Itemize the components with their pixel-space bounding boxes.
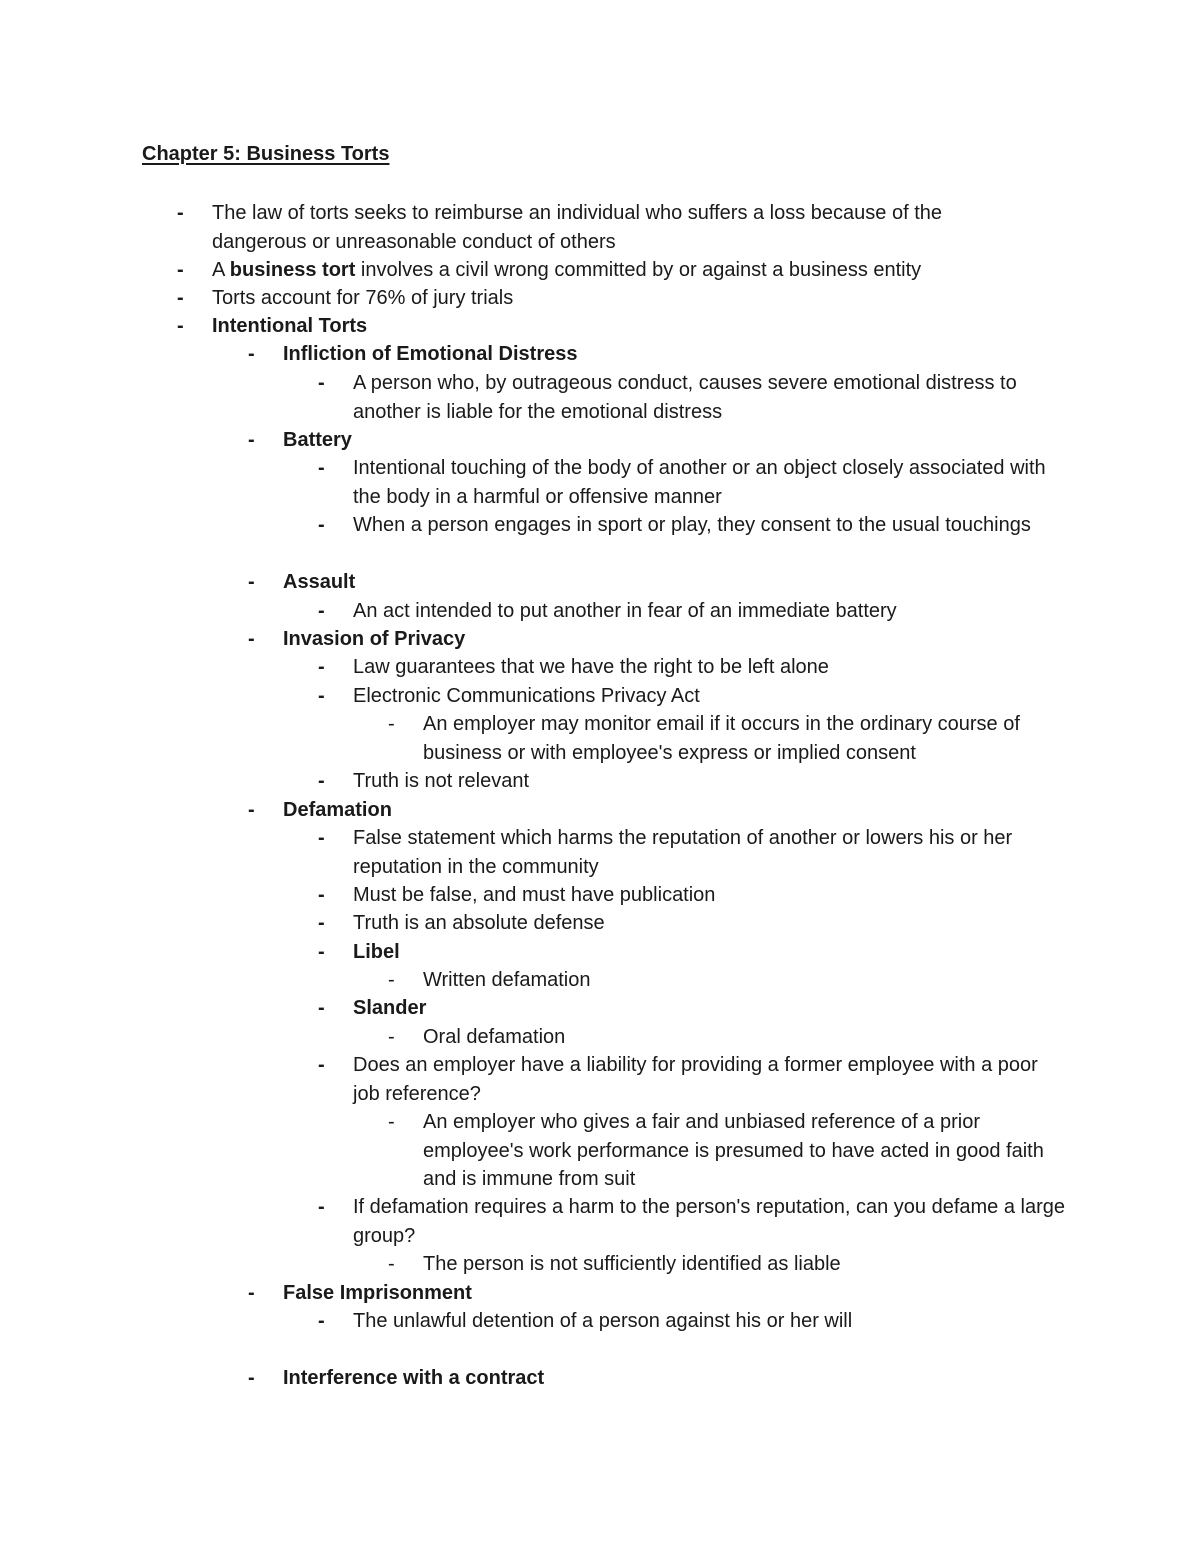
text-segment: Invasion of Privacy (283, 628, 466, 650)
list-item (318, 1307, 1065, 1336)
list-item-text (283, 628, 465, 650)
text-segment: Electronic Communications Privacy Act (353, 685, 700, 707)
list-item (177, 199, 1032, 256)
list-item (318, 369, 1065, 426)
bullet-dash: - (388, 969, 395, 991)
list-item-text (353, 1196, 1065, 1247)
text-segment: Defamation (283, 799, 392, 821)
text-segment: Battery (283, 429, 352, 451)
text-segment: Intentional touching of the body of another or an object closely associated with the body in a harmful or offensive manner (353, 457, 1046, 508)
list-item (248, 568, 1043, 597)
list-item-text (353, 685, 700, 707)
list-item-text (423, 1026, 565, 1048)
list-item (388, 1250, 1063, 1279)
list-item-text (283, 429, 352, 451)
list-item-text (423, 1111, 1044, 1190)
text-segment: A person who, by outrageous conduct, causes severe emotional distress to another is liable for the emotional distress (353, 372, 1017, 423)
page-title: Chapter 5: Business Torts (142, 143, 390, 165)
list-item (318, 909, 1065, 938)
list-item (318, 938, 1065, 967)
list-item (248, 625, 1043, 654)
bullet-dash: - (388, 1111, 395, 1133)
list-item-text (212, 202, 942, 253)
bullet-dash: - (318, 656, 325, 678)
text-segment: Assault (283, 571, 356, 593)
list-item (177, 256, 1032, 285)
text-segment: False Imprisonment (283, 1282, 472, 1304)
bullet-dash: - (248, 1367, 255, 1389)
bullet-dash: - (318, 884, 325, 906)
list-item-text (212, 259, 921, 281)
list-item (248, 1364, 1043, 1393)
list-item-text (353, 457, 1046, 508)
text-segment: When a person engages in sport or play, they consent to the usual touchings (353, 514, 1031, 536)
list-item (388, 1023, 1063, 1052)
list-item-text (423, 969, 591, 991)
list-item (318, 767, 1065, 796)
bullet-dash: - (318, 1054, 325, 1076)
text-segment: An employer who gives a fair and unbiased reference of a prior employee's work performance is presumed to have acted in good faith and is immune from suit (423, 1111, 1044, 1190)
bullet-dash: - (177, 259, 184, 281)
text-segment: An act intended to put another in fear of an immediate battery (353, 600, 897, 622)
bullet-dash: - (388, 713, 395, 735)
text-segment: Truth is not relevant (353, 770, 530, 792)
list-item-text (212, 287, 513, 309)
list-item (177, 312, 1032, 341)
bullet-dash: - (318, 827, 325, 849)
bullet-dash: - (318, 941, 325, 963)
text-segment: Slander (353, 997, 427, 1019)
bullet-dash: - (318, 372, 325, 394)
list-item (388, 710, 1063, 767)
list-item (318, 653, 1065, 682)
bullet-dash: - (318, 1196, 325, 1218)
list-item (177, 284, 1032, 313)
list-item (318, 597, 1065, 626)
bullet-dash: - (318, 912, 325, 934)
list-item (248, 796, 1043, 825)
text-segment: Does an employer have a liability for providing a former employee with a poor job reference? (353, 1054, 1038, 1105)
list-item-text (353, 827, 1012, 878)
list-item-text (283, 1367, 544, 1389)
text-segment: The person is not sufficiently identified as liable (423, 1253, 841, 1275)
text-segment: The unlawful detention of a person against his or her will (353, 1310, 853, 1332)
list-item-text (353, 1054, 1038, 1105)
list-item-text (283, 571, 355, 593)
list-item-text (353, 600, 897, 622)
bullet-dash: - (248, 1282, 255, 1304)
bullet-dash: - (177, 315, 184, 337)
list-item-text (353, 997, 426, 1019)
list-item-text (283, 343, 577, 365)
list-item (318, 454, 1065, 511)
bullet-dash: - (248, 343, 255, 365)
bullet-dash: - (177, 287, 184, 309)
list-item (318, 682, 1065, 711)
list-item (318, 994, 1065, 1023)
list-item-text (353, 912, 605, 934)
list-item-text (353, 514, 1031, 536)
list-item (318, 1193, 1066, 1250)
bullet-dash: - (318, 997, 325, 1019)
list-item-text (353, 941, 400, 963)
bullet-dash: - (318, 1310, 325, 1332)
bullet-dash: - (318, 600, 325, 622)
text-segment: Truth is an absolute defense (353, 912, 605, 934)
text-segment: Oral defamation (423, 1026, 566, 1048)
list-item (388, 1108, 1063, 1194)
bullet-dash: - (177, 202, 184, 224)
list-item (248, 1279, 1043, 1308)
bullet-dash: - (388, 1026, 395, 1048)
text-segment: Written defamation (423, 969, 591, 991)
text-segment: An employer may monitor email if it occurs in the ordinary course of business or with employee's express or implied consent (423, 713, 1020, 764)
list-item-text (353, 884, 715, 906)
text-segment: involves a civil wrong committed by or against a business entity (355, 259, 922, 281)
text-segment: False statement which harms the reputation of another or lowers his or her reputation in the community (353, 827, 1013, 878)
text-segment: Must be false, and must have publication (353, 884, 716, 906)
list-item-text (353, 656, 829, 678)
list-item (388, 966, 1063, 995)
list-item-text (283, 1282, 472, 1304)
bullet-dash: - (248, 571, 255, 593)
bullet-dash: - (318, 770, 325, 792)
bullet-dash: - (318, 514, 325, 536)
bullet-dash: - (248, 429, 255, 451)
list-item-text (353, 372, 1017, 423)
list-item-text (283, 799, 392, 821)
list-item (318, 881, 1065, 910)
bold-term: business tort (229, 259, 356, 281)
list-item (318, 824, 1065, 881)
list-item-text (212, 315, 367, 337)
bullet-dash: - (318, 457, 325, 479)
text-segment: The law of torts seeks to reimburse an individual who suffers a loss because of the dangerous or unreasonable conduct of others (212, 202, 943, 253)
bullet-dash: - (248, 799, 255, 821)
list-item-text (423, 713, 1020, 764)
text-segment: Interference with a contract (283, 1367, 545, 1389)
list-item-text (353, 1310, 852, 1332)
text-segment: A (212, 259, 230, 281)
text-segment: Infliction of Emotional Distress (283, 343, 578, 365)
bullet-dash: - (248, 628, 255, 650)
list-item (248, 340, 1043, 369)
list-item-text (423, 1253, 841, 1275)
list-item-text (353, 770, 529, 792)
text-segment: Law guarantees that we have the right to be left alone (353, 656, 829, 678)
text-segment: Libel (353, 941, 400, 963)
list-item (318, 1051, 1065, 1108)
bullet-dash: - (388, 1253, 395, 1275)
bullet-dash: - (318, 685, 325, 707)
list-item (248, 426, 1043, 455)
list-item (318, 511, 1065, 540)
text-segment: Intentional Torts (212, 315, 368, 337)
text-segment: If defamation requires a harm to the person's reputation, can you defame a large group? (353, 1196, 1066, 1247)
text-segment: Torts account for 76% of jury trials (212, 287, 514, 309)
